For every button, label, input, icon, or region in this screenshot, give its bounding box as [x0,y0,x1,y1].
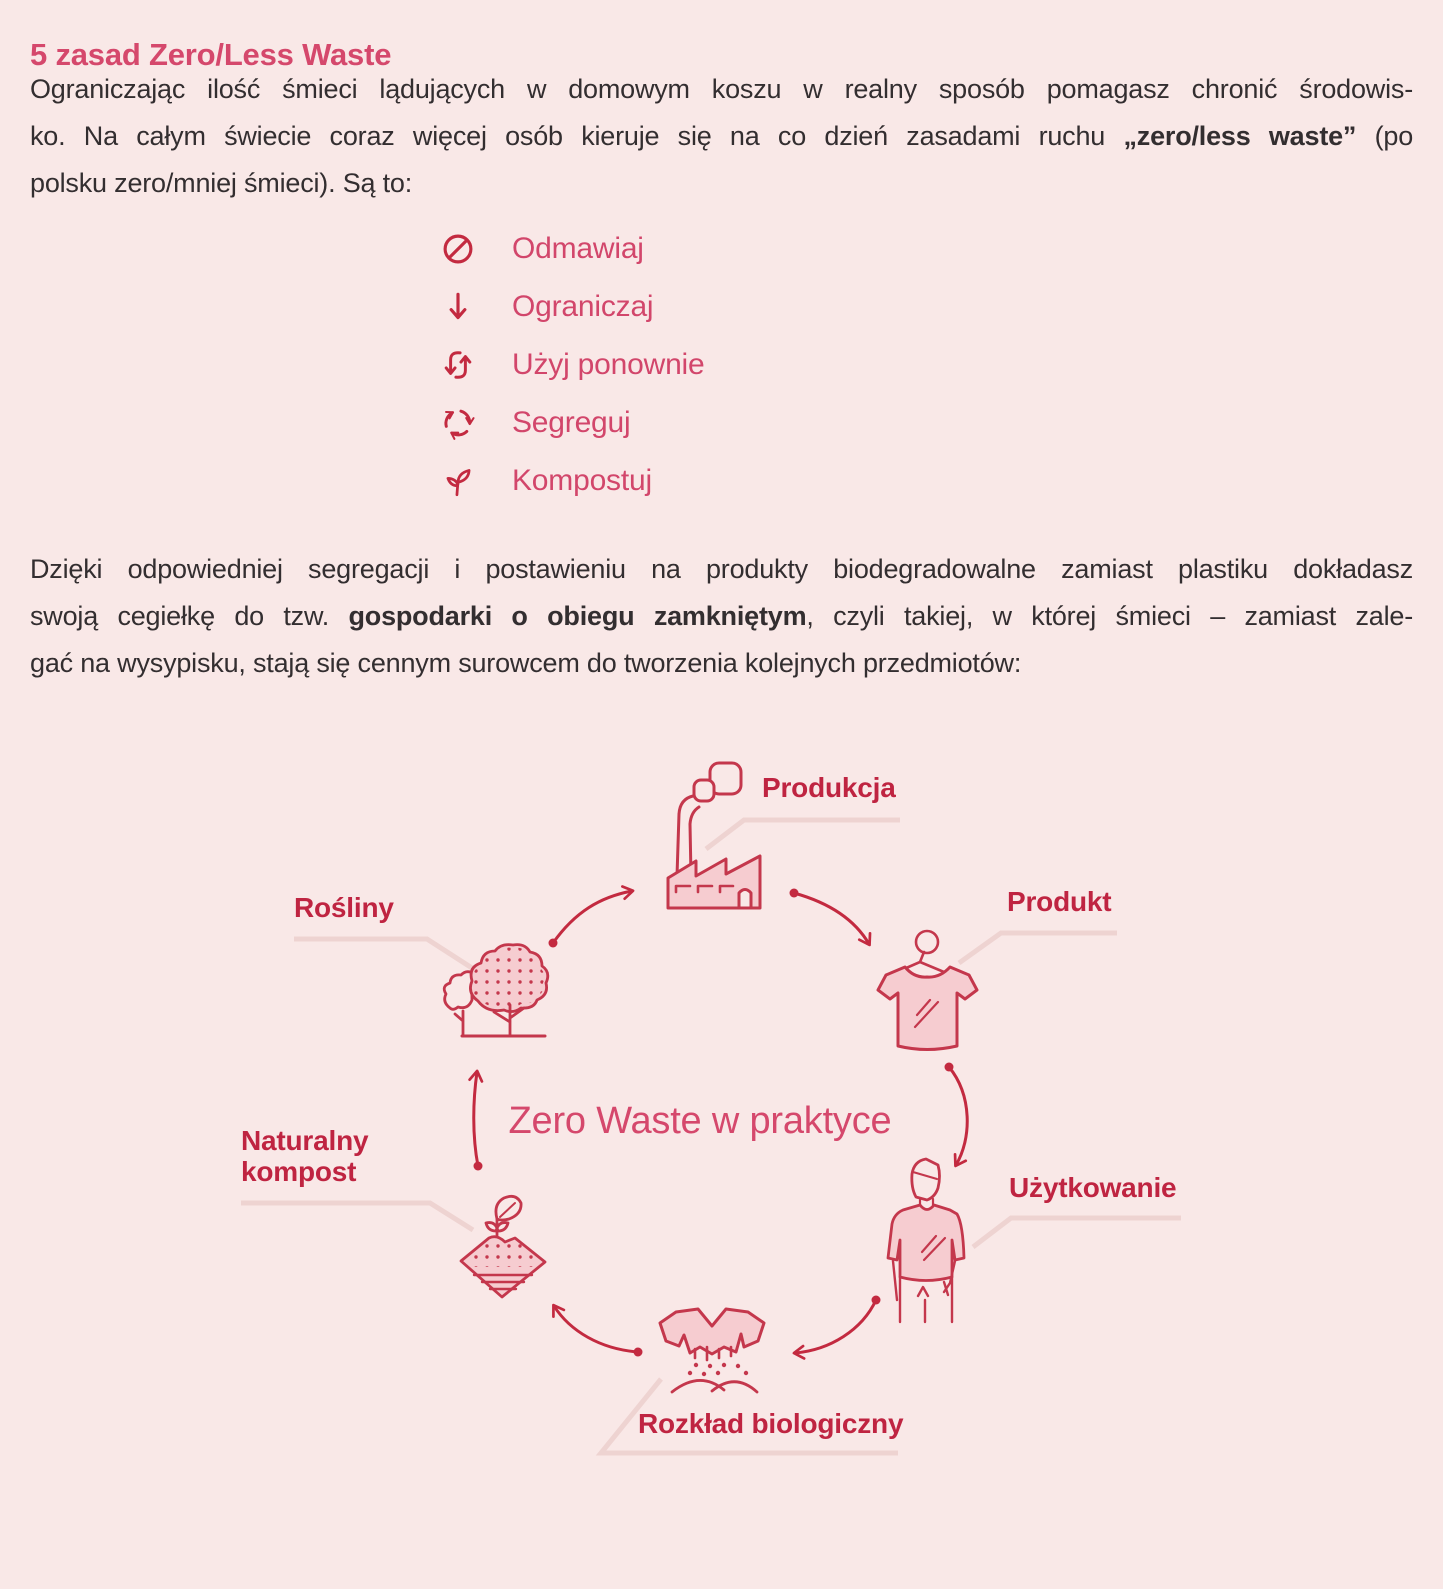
intro-line-3: polsku zero/mniej śmieci). Są to: [30,168,413,198]
reuse-arrows-icon [436,345,480,385]
closing-line-3: gać na wysypisku, stają się cennym surowcem do tworzenia kolejnych przedmiotów: [30,648,1022,678]
arrow-uzytkowanie-to-rozklad [795,1300,876,1353]
principle-label: Kompostuj [512,464,652,497]
trees-icon [444,945,548,1036]
bold-circular-economy: gospodarki o obiegu zamkniętym [348,601,807,631]
principle-label: Odmawiaj [512,232,644,265]
intro-line-1: Ograniczając ilość śmieci lądujących w domowym koszu w realny sposób pomagasz chronić środowis- [30,74,1413,104]
arrow-produkcja-to-produkt [794,893,869,944]
zero-waste-principles-list [436,220,705,510]
arrow-rozklad-to-kompost [554,1306,638,1352]
node-label-rozklad-biologiczny: Rozkład biologiczny [638,1408,904,1439]
list-item [436,452,705,510]
closing-line-2: swoją cegiełkę do tzw. gospodarki o obiegu zamkniętym, czyli takiej, w której śmieci – zamiast zale- [30,601,1413,631]
principle-label: Użyj ponownie [512,348,705,381]
callout-kompost [241,1203,473,1230]
recycle-icon [436,403,480,443]
list-item [436,278,705,336]
sprout-icon [436,461,480,501]
compost-pile-icon [461,1196,545,1297]
node-label-produkcja: Produkcja [762,772,896,803]
callout-rosliny [294,939,472,968]
closing-paragraph [30,546,1413,687]
principle-label: Segreguj [512,406,631,439]
node-label-naturalny-kompost: Naturalny kompost [241,1125,369,1187]
prohibition-icon [436,229,480,269]
closing-line-1: Dzięki odpowiedniej segregacji i postawieniu na produkty biodegradowalne zamiast plastiku dokładasz [30,554,1413,584]
intro-paragraph [30,66,1413,207]
factory-icon [668,763,760,908]
list-item [436,220,705,278]
intro-line-2: ko. Na całym świecie coraz więcej osób kieruje się na co dzień zasadami ruchu „zero/less waste” (po [30,121,1414,151]
node-label-rosliny: Rośliny [294,892,394,923]
decomposing-shirt-icon [660,1309,764,1392]
page-title: 5 zasad Zero/Less Waste [30,36,392,72]
callout-produkcja [706,820,900,849]
list-item [436,394,705,452]
arrow-down-icon [436,287,480,327]
list-item [436,336,705,394]
person-icon [888,1159,964,1322]
arrow-rosliny-to-produkcja [553,891,632,943]
principle-label: Ograniczaj [512,290,654,323]
callout-produkt [959,933,1117,963]
diagram-title: Zero Waste w praktyce [508,1100,892,1142]
bold-zero-less-waste: „zero/less waste” [1123,121,1357,151]
node-label-produkt: Produkt [1007,886,1112,917]
node-label-uzytkowanie: Użytkowanie [1009,1172,1177,1203]
callout-uzytkowanie [973,1218,1181,1247]
arrow-produkt-to-uzytkowanie [949,1067,967,1165]
tshirt-on-hanger-icon [878,931,977,1050]
